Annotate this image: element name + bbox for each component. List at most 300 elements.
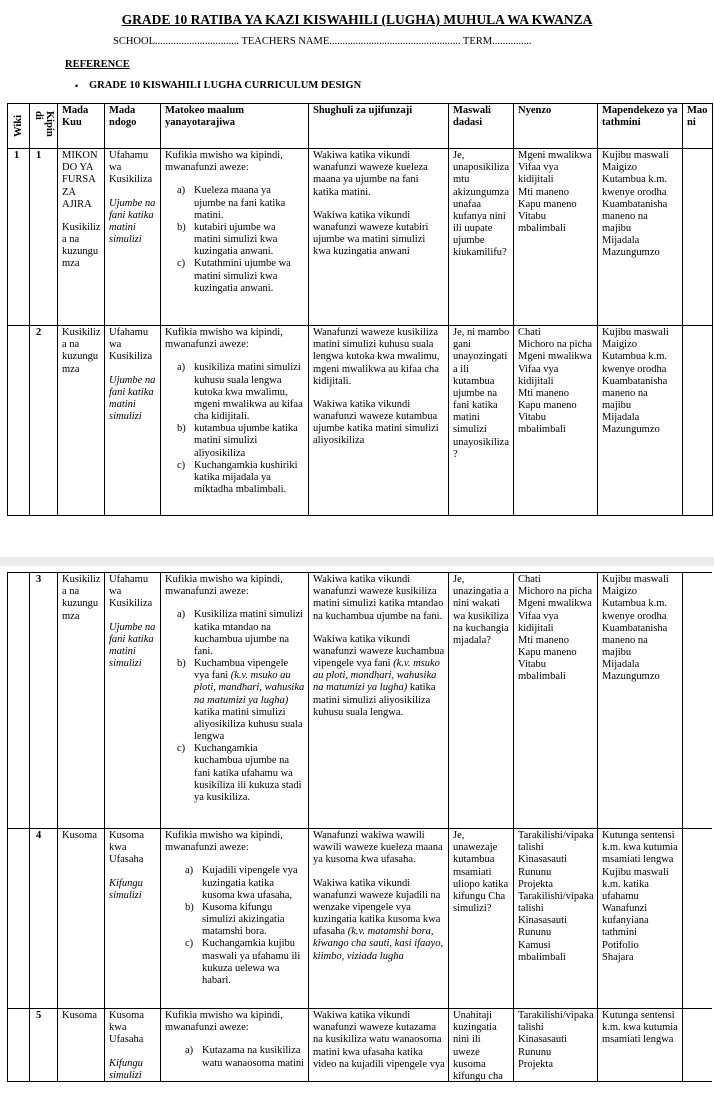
text-segment: Kufikia mwisho wa kipindi, mwanafunzi aweze:: [165, 574, 283, 598]
blank-line: [165, 1034, 305, 1045]
cell-mada-kuu: [58, 573, 105, 829]
text-segment: Kujibu maswali: [602, 150, 669, 161]
paragraph: [313, 327, 445, 388]
text-segment: Rununu: [518, 927, 552, 939]
paragraph: [602, 940, 679, 952]
blank-line: [165, 351, 305, 362]
blank-line: [313, 623, 445, 634]
list-item: [165, 658, 305, 743]
cell-wiki: [8, 1009, 30, 1083]
header-mada-kuu: Mada Kuu: [58, 104, 105, 149]
paragraph: [165, 574, 305, 598]
text-segment: katika matini simulizi aliyosikiliza kuhusu suala lengwa.: [313, 682, 436, 718]
text-segment: Kusikiliza matini simulizi katika mtandao na kuchambua ujumbe na fani.: [194, 609, 304, 657]
text-segment: Kujibu maswali k.m. katika ufahamu: [602, 866, 669, 902]
text-segment: Kinasasauti: [518, 1034, 567, 1046]
paragraph: [453, 1010, 510, 1082]
paragraph: [109, 574, 157, 611]
cell-maswali: [449, 573, 514, 829]
cell-mada-kuu: [58, 149, 105, 326]
paragraph: [518, 412, 594, 436]
paragraph: [313, 1010, 445, 1071]
text-segment: (k.v. msuko au ploti, mandhari, wahusika na matumizi ya lugha): [313, 658, 440, 694]
text-segment: kusikiliza matini simulizi kuhusu suala lengwa kutoka kwa mwalimu, mgeni mwalikwa au kifaa cha kidijitali.: [194, 362, 303, 423]
text-segment: Kuchambua vipengele vya fani: [194, 658, 289, 682]
text-segment: Wakiwa katika vikundi wanafunzi waweze kuchambua vipengele vya fani: [313, 633, 445, 670]
text-segment: Kufikia mwisho wa kipindi, mwanafunzi aweze:: [165, 1010, 283, 1034]
paragraph: [109, 622, 157, 671]
cell-matokeo: [161, 326, 309, 516]
paragraph: [518, 150, 594, 162]
paragraph: [602, 412, 679, 424]
list-item-label: c): [177, 743, 186, 755]
paragraph: [602, 150, 679, 162]
paragraph: [109, 830, 157, 867]
text-segment: Maigizo: [602, 586, 637, 598]
cell-maswali: [449, 1009, 514, 1083]
text-segment: Kujibu maswali: [602, 327, 669, 338]
table-row: [8, 149, 713, 326]
paragraph: [518, 891, 594, 915]
list-item: [165, 362, 305, 423]
cell-tathmini: [598, 573, 683, 829]
text-segment: (k.v. matamshi bora, kiwango cha sauti, kasi ifaayo, kiimbo, viziada lugha: [313, 926, 444, 962]
paragraph: [518, 327, 594, 339]
curriculum-table-1: [7, 103, 713, 516]
cell-wiki: [8, 829, 30, 1009]
paragraph: [518, 400, 594, 412]
paragraph: [109, 198, 157, 247]
paragraph: [518, 635, 594, 647]
header-tathmini: Mapendekezo ya tathmini: [598, 104, 683, 149]
paragraph: [602, 903, 679, 940]
list-item: [165, 222, 305, 259]
list-item-text: [194, 460, 305, 497]
text-segment: Maigizo: [602, 162, 637, 174]
cell-wiki: [8, 573, 30, 829]
paragraph: [313, 210, 445, 259]
paragraph: [518, 915, 594, 927]
text-segment: Tarakilishi/vipakatalishi: [518, 830, 594, 854]
page-title-text: GRADE 10 RATIBA YA KAZI KISWAHILI (LUGHA) MUHULA WA KWANZA: [121, 12, 593, 27]
list-item-text: [194, 658, 305, 743]
list-item-text: [194, 423, 305, 460]
paragraph: [518, 1047, 594, 1059]
paragraph: [165, 150, 305, 174]
cell-shughuli: [309, 573, 449, 829]
paragraph: [602, 247, 679, 259]
paragraph: [518, 187, 594, 199]
list-item: [165, 902, 305, 939]
paragraph: [518, 339, 594, 351]
paragraph: [62, 222, 101, 271]
text-segment: Kutambua k.m. kwenye orodha: [602, 174, 668, 198]
text-segment: Kusikiliza na kuzungumza: [62, 327, 101, 375]
table-header-row: [8, 104, 713, 149]
cell-kipindi: [30, 326, 58, 516]
cell-kipindi-value: 1: [36, 150, 42, 161]
paragraph: [109, 878, 157, 902]
text-segment: Kusoma kifungu simulizi akizingatia matamshi bora.: [202, 901, 285, 938]
text-segment: Ujumbe na fani katika matini simulizi: [109, 374, 156, 423]
text-segment: Ujumbe na fani katika matini simulizi: [109, 197, 156, 246]
text-segment: Wanafunzi waweze kusikiliza matini simulizi kuhusu suala lengwa kutoka kwa mwalimu, mgeni mwalikwa au kifaa cha kidijitali.: [313, 327, 440, 387]
list-item-label: c): [177, 459, 186, 471]
paragraph: [518, 364, 594, 388]
text-segment: Kutambua k.m. kwenye orodha: [602, 598, 668, 622]
blank-line: [165, 174, 305, 185]
text-segment: Vifaa vya kidijitali: [518, 162, 559, 186]
paragraph: [602, 659, 679, 671]
text-segment: Mti maneno: [518, 186, 570, 198]
text-segment: Shajara: [602, 951, 634, 963]
header-wiki-label: Wiki: [12, 115, 24, 137]
text-segment: Mazungumzo: [602, 247, 660, 259]
paragraph: [602, 424, 679, 436]
cell-kipindi-value: 3: [36, 574, 42, 585]
text-segment: Kufikia mwisho wa kipindi, mwanafunzi aweze:: [165, 150, 283, 174]
text-segment: kutabiri ujumbe wa matini simulizi kwa kuzingatia anwani.: [194, 221, 278, 258]
paragraph: [62, 327, 101, 376]
paragraph: [109, 150, 157, 187]
paragraph: [453, 150, 510, 260]
cell-tathmini: [598, 326, 683, 516]
list-item-text: [194, 185, 305, 222]
text-segment: Mazungumzo: [602, 671, 660, 683]
text-segment: Kufikia mwisho wa kipindi, mwanafunzi aweze:: [165, 327, 283, 351]
list-item-label: a): [177, 185, 186, 197]
text-segment: Kusoma: [62, 1010, 97, 1021]
blank-line: [109, 1047, 157, 1058]
paragraph: [313, 574, 445, 623]
paragraph: [453, 574, 510, 647]
cell-mada-kuu: [58, 1009, 105, 1083]
text-segment: Kutazama na kusikiliza watu wanaosoma matini: [202, 1045, 305, 1069]
text-segment: Kutunga sentensi k.m. kwa kutumia msamiati lengwa: [602, 830, 678, 866]
text-segment: Kifungu simulizi: [109, 1057, 143, 1081]
paragraph: [518, 940, 594, 964]
paragraph: [602, 586, 679, 598]
list-item-label: a): [185, 1045, 194, 1057]
cell-matokeo: [161, 149, 309, 326]
paragraph: [602, 830, 679, 867]
text-segment: Wanafunzi wakiwa wawili wawili waweze kueleza maana ya kusoma kwa ufasaha.: [313, 830, 443, 866]
paragraph: [518, 199, 594, 211]
text-segment: Potifolio: [602, 939, 639, 951]
text-segment: Kuambatanisha maneno na majibu: [602, 375, 668, 412]
paragraph: [602, 867, 679, 904]
text-segment: Kujibu maswali: [602, 574, 669, 585]
blank-line: [62, 211, 101, 222]
text-segment: Vitabu mbalimbali: [518, 412, 566, 436]
blank-line: [109, 867, 157, 878]
list-item: [165, 938, 305, 987]
text-segment: katika matini simulizi aliyosikiliza kuhusu suala lengwa: [194, 706, 303, 743]
list-item-text: [194, 609, 305, 658]
cell-maswali: [449, 149, 514, 326]
list-item-text: [194, 743, 305, 804]
list-item: [165, 865, 305, 902]
text-segment: Kifungu simulizi: [109, 877, 143, 901]
list-item: [165, 1045, 305, 1069]
text-segment: (k.v. msuko au ploti, mandhari, wahusika na matumizi ya lugha): [194, 670, 305, 706]
paragraph: [602, 1010, 679, 1047]
header-kipindi: [30, 104, 58, 149]
list-item: [165, 460, 305, 497]
blank-line: [109, 611, 157, 622]
header-nyenzo: Nyenzo: [514, 104, 598, 149]
text-segment: Mijadala: [602, 659, 640, 671]
blank-line: [109, 364, 157, 375]
cell-mada-kuu: [58, 326, 105, 516]
list-item-text: [202, 938, 305, 987]
text-segment: Kujadili vipengele vya kuzingatia katika kusoma kwa ufasaha,: [202, 865, 298, 901]
paragraph: [518, 586, 594, 598]
text-segment: Je, unaposikiliza mtu akizungumza unafaa kufanya nini ili uupate ujumbe kiukamilifu?: [453, 150, 509, 259]
text-segment: Kamusi mbalimbali: [518, 939, 566, 963]
text-segment: Kapu maneno: [518, 198, 577, 210]
list-item-label: a): [185, 865, 194, 877]
paragraph: [518, 830, 594, 854]
paragraph: [518, 388, 594, 400]
paragraph: [453, 327, 510, 461]
text-segment: Tarakilishi/vipakatalishi: [518, 890, 594, 915]
text-segment: Vifaa vya kidijitali: [518, 363, 559, 387]
list-item-label: a): [177, 362, 186, 374]
cell-mada-ndogo: [105, 829, 161, 1009]
table-row: [8, 326, 713, 516]
text-segment: Chati: [518, 327, 541, 338]
paragraph: [313, 634, 445, 719]
text-segment: Kuchangamkia kuchambua ujumbe na fani katika ufahamu wa kusikiliza ili kukuza stadi ya kusikiliza.: [194, 743, 302, 803]
text-segment: kutambua ujumbe katika matini simulizi aliyosikiliza: [194, 423, 298, 459]
text-segment: Kueleza maana ya ujumbe na fani katika matini.: [194, 185, 286, 221]
text-segment: Wakiwa katika vikundi wanafunzi waweze kutabiri ujumbe wa matini simulizi kwa kuzingatia anwani: [313, 209, 429, 258]
cell-maoni: [683, 829, 713, 1009]
cell-shughuli: [309, 149, 449, 326]
list-item-text: [202, 1045, 305, 1069]
paragraph: [602, 623, 679, 660]
cell-kipindi: [30, 1009, 58, 1083]
text-segment: Ufahamu wa Kusikiliza: [109, 150, 153, 186]
text-segment: Kutunga sentensi k.m. kwa kutumia msamiati lengwa: [602, 1010, 678, 1046]
list-item-label: c): [185, 938, 194, 950]
list-item: [165, 423, 305, 460]
school-teacher-term-line: SCHOOL................................ TEACHERS NAME.................................................. TERM...............: [113, 36, 532, 47]
text-segment: Michoro na picha: [518, 586, 593, 598]
text-segment: Kuchangamkia kushiriki katika mijadala ya miktadha mbalimbali.: [194, 459, 298, 496]
paragraph: [313, 830, 445, 867]
text-segment: Ufahamu wa Kusikiliza: [109, 574, 153, 610]
text-segment: Projekta: [518, 1058, 553, 1070]
text-segment: Mgeni mwalikwa: [518, 150, 592, 161]
blank-line: [313, 388, 445, 399]
paragraph: [602, 671, 679, 683]
text-segment: Rununu: [518, 866, 552, 878]
paragraph: [602, 199, 679, 236]
cell-kipindi-value: 4: [36, 830, 42, 841]
text-segment: Kusikiliza na kuzungumza: [62, 221, 101, 270]
cell-mada-ndogo: [105, 149, 161, 326]
text-segment: Kusoma kwa Ufasaha: [109, 1010, 144, 1046]
paragraph: [518, 1059, 594, 1071]
text-segment: Mazungumzo: [602, 424, 660, 436]
paragraph: [518, 574, 594, 586]
paragraph: [602, 574, 679, 586]
cell-wiki: [8, 326, 30, 516]
header-kipindi-label: Kipindi: [32, 111, 55, 137]
cell-matokeo: [161, 573, 309, 829]
text-segment: Mti maneno: [518, 387, 570, 399]
header-maoni: Maoni: [683, 104, 713, 149]
paragraph: [109, 1058, 157, 1082]
paragraph: [602, 339, 679, 351]
cell-kipindi-value: 2: [36, 327, 42, 338]
text-segment: Kapu maneno: [518, 400, 577, 412]
text-segment: MIKONDO YA FURSA ZA AJIRA: [62, 150, 98, 210]
header-mada-ndogo: Mada ndogo: [105, 104, 161, 149]
paragraph: [518, 162, 594, 186]
text-segment: Kusoma kwa Ufasaha: [109, 830, 144, 866]
text-segment: Vitabu mbalimbali: [518, 659, 566, 683]
list-item-label: b): [177, 221, 186, 233]
header-matokeo: Matokeo maalum yanayotarajiwa: [161, 104, 309, 149]
text-segment: Mijadala: [602, 412, 640, 424]
scheme-table-page-1: [7, 103, 712, 516]
paragraph: [62, 830, 101, 842]
text-segment: Kufikia mwisho wa kipindi, mwanafunzi aweze:: [165, 830, 283, 854]
cell-maswali: [449, 326, 514, 516]
blank-line: [313, 867, 445, 878]
text-segment: Kinasasauti: [518, 915, 567, 927]
text-segment: Kutambua k.m. kwenye orodha: [602, 351, 668, 375]
cell-shughuli: [309, 326, 449, 516]
paragraph: [165, 830, 305, 854]
paragraph: [165, 1010, 305, 1034]
reference-heading: REFERENCE: [65, 59, 130, 70]
blank-line: [165, 598, 305, 609]
text-segment: Je, unazingatia a nini wakati wa kusikiliza na kuchangia mjadala?: [453, 574, 509, 646]
text-segment: Kusikiliza na kuzungumza: [62, 574, 101, 622]
text-segment: Tarakilishi/vipakatalishi: [518, 1010, 594, 1034]
paragraph: [109, 327, 157, 364]
text-segment: Kusoma: [62, 830, 97, 841]
paragraph: [453, 830, 510, 915]
paragraph: [602, 327, 679, 339]
text-segment: Wakiwa katika vikundi wanafunzi waweze kujadili na wenzake vipengele vya kuzingatia katika kusoma kwa ufasaha: [313, 877, 441, 938]
text-segment: Kinasasauti: [518, 854, 567, 866]
cell-shughuli: [309, 829, 449, 1009]
cell-kipindi: [30, 829, 58, 1009]
cell-tathmini: [598, 1009, 683, 1083]
text-segment: Chati: [518, 574, 541, 585]
paragraph: [602, 952, 679, 964]
cell-maoni: [683, 1009, 713, 1083]
cell-mada-ndogo: [105, 573, 161, 829]
cell-maoni: [683, 149, 713, 326]
paragraph: [313, 399, 445, 448]
cell-nyenzo: [514, 829, 598, 1009]
paragraph: [602, 162, 679, 174]
paragraph: [518, 351, 594, 363]
paragraph: [62, 1010, 101, 1022]
cell-nyenzo: [514, 326, 598, 516]
paragraph: [602, 598, 679, 622]
text-segment: Wakiwa katika vikundi wanafunzi waweze kutazama na kusikiliza watu wanaosoma matini kwa ufasaha katika video na kujadili vipengele vya: [313, 1010, 445, 1070]
text-segment: Wakiwa katika vikundi wanafunzi waweze kueleza maana ya ujumbe na fani katika matini.: [313, 150, 428, 198]
text-segment: Michoro na picha: [518, 339, 593, 351]
text-segment: Rununu: [518, 1046, 552, 1058]
text-segment: Kuchangamkia kujibu maswali ya ufahamu ili kukuza uelewa wa habari.: [202, 938, 301, 986]
cell-wiki: [8, 149, 30, 326]
list-item-label: b): [177, 423, 186, 435]
list-item-label: a): [177, 609, 186, 621]
text-segment: Kutathmini ujumbe wa matini simulizi kwa kuzingatia anwani.: [194, 258, 291, 294]
text-segment: Vitabu mbalimbali: [518, 210, 566, 235]
paragraph: [518, 879, 594, 891]
header-shughuli: Shughuli za ujifunzaji: [309, 104, 449, 149]
curriculum-design-bullet-line: [75, 80, 361, 93]
text-segment: Kuambatanisha maneno na majibu: [602, 198, 668, 235]
list-item: [165, 185, 305, 222]
list-item: [165, 743, 305, 804]
paragraph: [62, 150, 101, 211]
cell-maswali: [449, 829, 514, 1009]
cell-mada-ndogo: [105, 1009, 161, 1083]
text-segment: Kuambatanisha maneno na majibu: [602, 622, 668, 659]
list-item: [165, 609, 305, 658]
header-wiki: [8, 104, 30, 149]
paragraph: [518, 1010, 594, 1034]
text-segment: Wakiwa katika vikundi wanafunzi waweze kutambua ujumbe katika matini simulizi aliyosikiliza: [313, 398, 439, 447]
bullet-icon: •: [75, 81, 79, 91]
cell-matokeo: [161, 1009, 309, 1083]
cell-nyenzo: [514, 573, 598, 829]
cell-tathmini: [598, 829, 683, 1009]
blank-line: [109, 187, 157, 198]
paragraph: [518, 659, 594, 683]
paragraph: [602, 351, 679, 375]
cell-mada-kuu: [58, 829, 105, 1009]
paragraph: [518, 647, 594, 659]
table-row: [8, 829, 713, 1009]
paragraph: [518, 611, 594, 635]
curriculum-table-2: [7, 572, 712, 1082]
text-segment: Je, ni mambo gani unayozingatia ili kutambua ujumbe na fani katika matini simulizi unayosikiliza?: [453, 327, 510, 460]
paragraph: [602, 174, 679, 198]
text-segment: Projekta: [518, 878, 553, 890]
blank-line: [165, 854, 305, 865]
list-item-label: b): [185, 901, 194, 913]
page-title: [0, 12, 714, 28]
paragraph: [518, 1034, 594, 1046]
paragraph: [165, 327, 305, 351]
curriculum-design-label: GRADE 10 KISWAHILI LUGHA CURRICULUM DESIGN: [89, 80, 362, 91]
cell-maoni: [683, 573, 713, 829]
table-row: [8, 1009, 713, 1083]
paragraph: [313, 878, 445, 963]
cell-mada-ndogo: [105, 326, 161, 516]
text-segment: Mti maneno: [518, 634, 570, 646]
text-segment: Ufahamu wa Kusikiliza: [109, 327, 153, 363]
text-segment: Mgeni mwalikwa: [518, 351, 592, 363]
paragraph: [109, 1010, 157, 1047]
paragraph: [313, 150, 445, 199]
cell-nyenzo: [514, 1009, 598, 1083]
cell-nyenzo: [514, 149, 598, 326]
list-item: [165, 258, 305, 295]
blank-line: [313, 199, 445, 210]
